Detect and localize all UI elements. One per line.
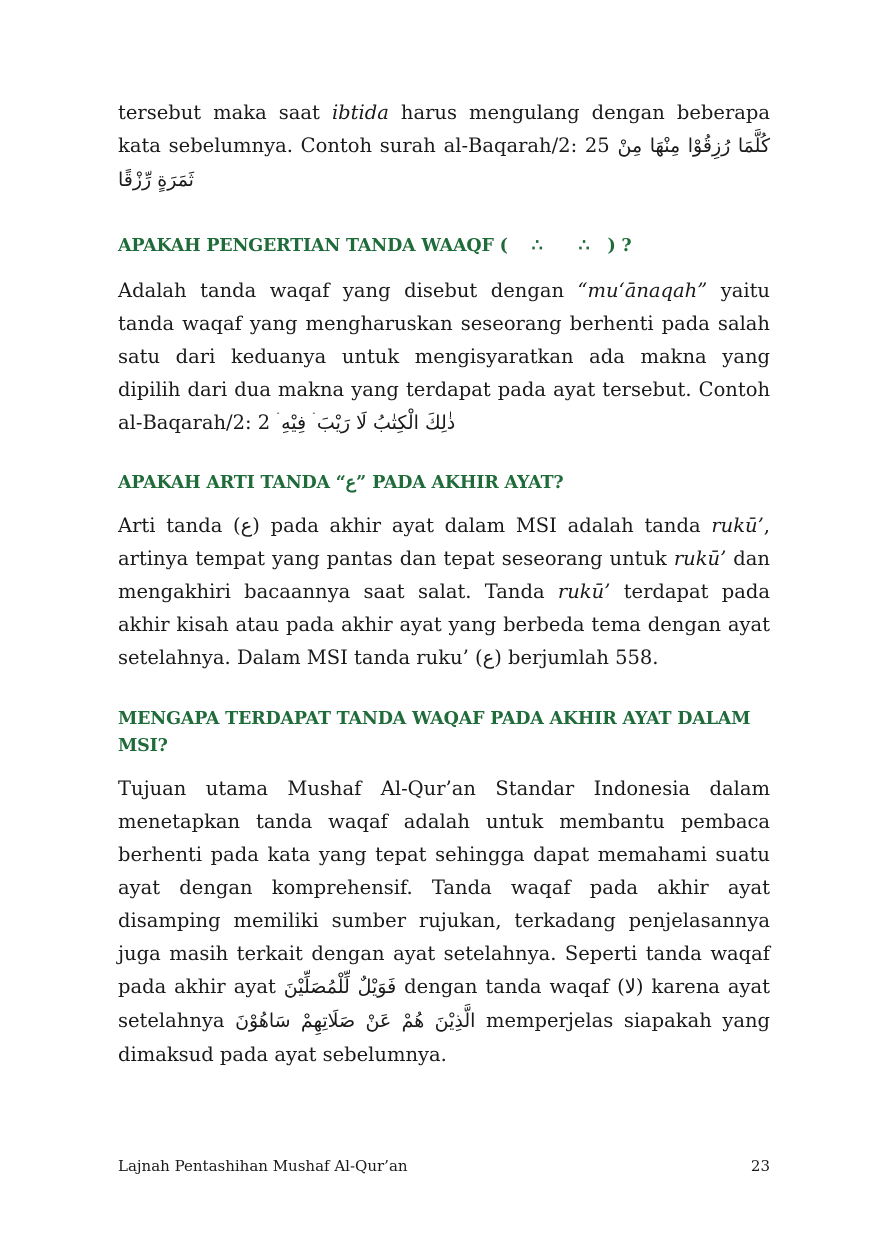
section1-heading-b: ) ?	[607, 236, 632, 256]
section1-heading-a: APAKAH PENGERTIAN TANDA WAAQF (	[118, 236, 508, 256]
section3-text-a: Tujuan utama Mushaf Al-Qur’an Standar Indonesia dalam menetapkan tanda waqaf adalah untuk membantu pembaca berhenti pada kata yang tepat sehingga dapat memahami suatu ayat dengan komprehensif. Tanda waqaf pada akhir ayat disamping memiliki sumber rujukan, terkadang penjelasannya juga masih terkait dengan ayat setelahnya. Seperti tanda waqaf pada akhir ayat	[118, 777, 770, 998]
arabic-quote-fawailun: فَوَيْلٌ لِّلْمُصَلِّيْنَ	[283, 976, 397, 998]
section2-italic-ruku-2: rukū’	[673, 547, 727, 570]
page-number: 23	[750, 1157, 770, 1175]
section2-text-c: dan mengakhiri bacaannya saat salat. Tanda	[118, 547, 770, 603]
waqaf-dots-symbol-left: ∴	[531, 236, 543, 256]
section1-text-b: yaitu tanda waqaf yang mengharuskan seseorang berhenti pada salah satu dari keduanya untuk mengisyaratkan ada makna yang dipilih dari dua makna yang terdapat pada ayat tersebut. Contoh al-Baqarah/2: 2	[118, 279, 770, 434]
section3-paragraph	[118, 772, 770, 1071]
arabic-quote-alladhina: الَّذِيْنَ هُمْ عَنْ صَلَاتِهِمْ سَاهُوْنَ	[235, 1010, 476, 1032]
section1-heading	[118, 233, 770, 260]
section2-text-b: , artinya tempat yang pantas dan tepat seseorang untuk	[118, 514, 770, 570]
intro-italic-ibtida: ibtida	[331, 101, 389, 124]
intro-text-a: tersebut maka saat	[118, 101, 332, 124]
section2-paragraph	[118, 509, 770, 674]
section3-text-c: memperjelas siapakah yang dimaksud pada ayat sebelumnya.	[118, 1009, 770, 1066]
waqaf-dots-symbol-right: ∴	[578, 236, 590, 256]
footer-publisher: Lajnah Pentashihan Mushaf Al-Qur’an	[118, 1157, 408, 1175]
section2-italic-ruku-1: rukū’	[711, 514, 764, 537]
section1-paragraph	[118, 274, 770, 440]
section2-text-a: Arti tanda (ع) pada akhir ayat dalam MSI adalah tanda	[118, 514, 712, 537]
arabic-quote-baqarah-2: ذٰلِكَ الْكِتٰبُ لَا رَيْبَ ۛ فِيْهِ ۛ	[276, 412, 456, 434]
page-footer	[118, 1156, 770, 1176]
section2-heading: APAKAH ARTI TANDA “ع” PADA AKHIR AYAT?	[118, 473, 564, 493]
section3-text-b: dengan tanda waqaf (لا) karena ayat setelahnya	[118, 975, 770, 1032]
section1-italic-muanaqah: “mu‘ānaqah”	[577, 279, 708, 302]
section3-heading: MENGAPA TERDAPAT TANDA WAQAF PADA AKHIR AYAT DALAM MSI?	[118, 709, 751, 756]
page-content	[118, 96, 770, 1071]
intro-text-b: harus mengulang dengan beberapa kata sebelumnya. Contoh surah al-Baqarah/2: 25	[118, 101, 770, 157]
section2-text-d: terdapat pada akhir kisah atau pada akhir ayat yang berbeda tema dengan ayat setelahnya. Dalam MSI tanda ruku’ (ع) berjumlah 558.	[118, 580, 770, 669]
section1-text-a: Adalah tanda waqaf yang disebut dengan	[118, 279, 578, 302]
arabic-quote-baqarah-25: كُلَّمَا رُزِقُوْا مِنْهَا مِنْ ثَمَرَةٍ رِّزْقًا	[118, 135, 770, 191]
section2-italic-ruku-3: rukū’	[557, 580, 611, 603]
intro-paragraph	[118, 96, 770, 197]
